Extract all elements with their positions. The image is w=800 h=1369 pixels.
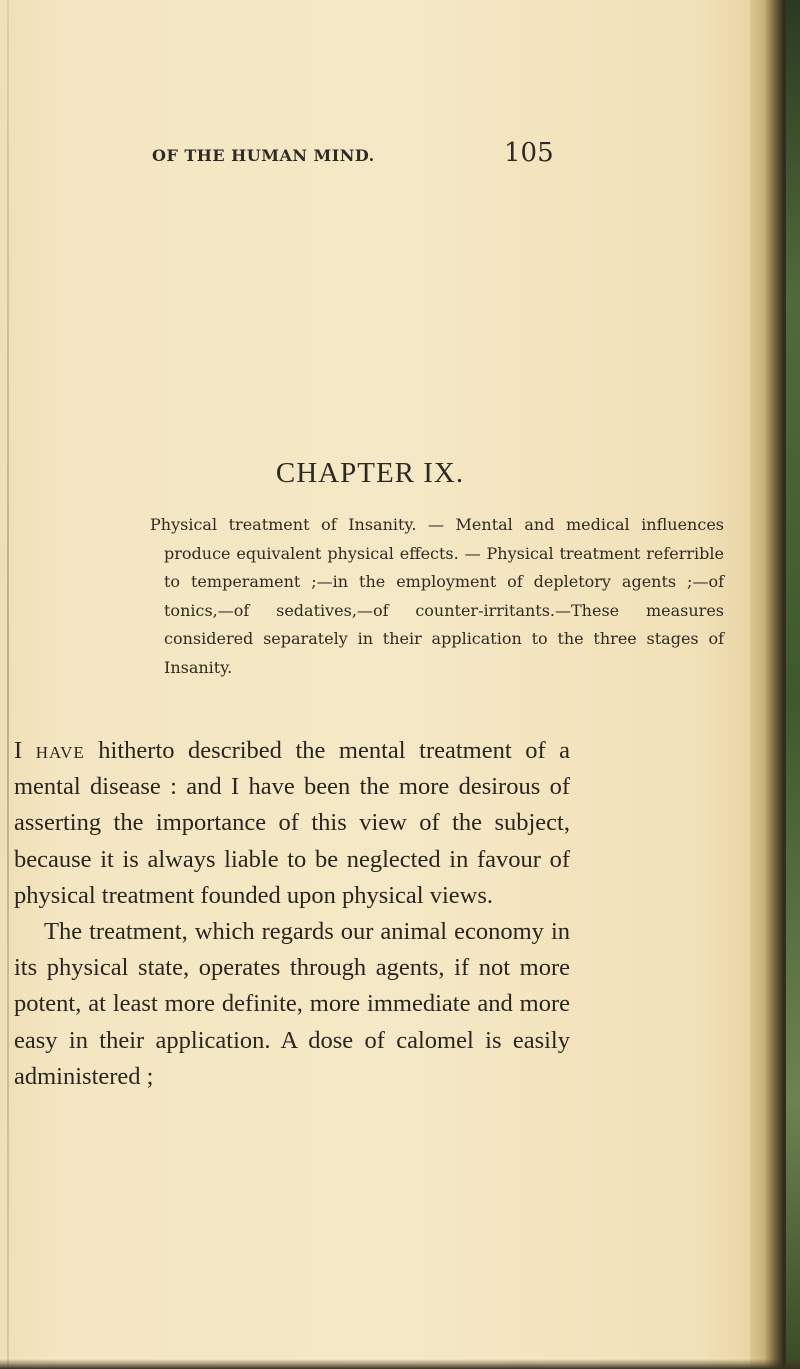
book-cover-edge [786, 0, 800, 1369]
running-title: OF THE HUMAN MIND. [152, 146, 375, 165]
body-text [14, 733, 570, 1095]
paragraph-2: The treatment, which regards our animal economy in its physical state, operates through agents, if not more potent, at least more definite, more immediate and more easy in their application. A dose of calomel is easily administered ; [14, 918, 570, 1090]
paragraph-1 [14, 733, 570, 914]
gutter-shadow [7, 0, 9, 1369]
page-bottom-edge [0, 1359, 800, 1369]
paragraph-1-initial: I [14, 737, 23, 764]
paragraph-1-text: hitherto described the mental treatment of a mental disease : and I have been the more desirous of asserting the importance of this view of the subject, because it is always liable to be neglected in favour of physical treatment founded upon physical views. [14, 737, 571, 909]
paragraph-1-smallcaps: have [35, 737, 85, 764]
page-number: 105 [504, 138, 554, 168]
chapter-synopsis [150, 511, 724, 683]
chapter-title: CHAPTER IX. [275, 457, 465, 489]
synopsis-text: Physical treatment of Insanity. — Mental and medical influences produce equivalent physical effects. — Physical treatment referrible to temperament ;—in the employment of depletory agents ;—of tonics,—of sedatives,—of counter-irritants.—These measures considered separately in their application to the three stages of Insanity. [150, 515, 724, 677]
running-head [0, 138, 800, 178]
